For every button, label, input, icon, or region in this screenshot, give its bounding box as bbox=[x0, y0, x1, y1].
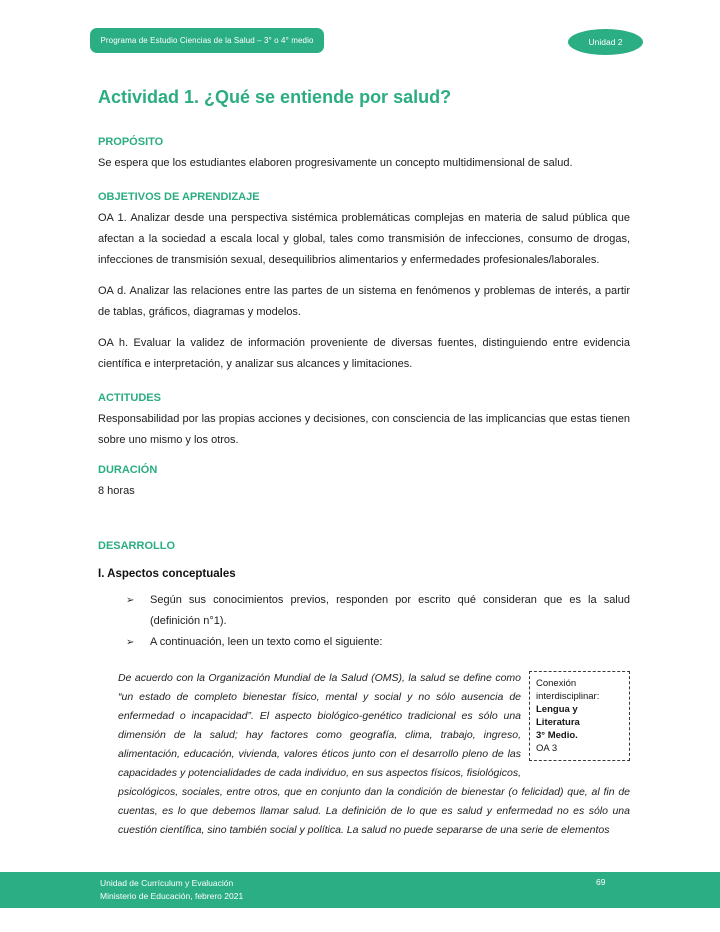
page-content bbox=[98, 0, 630, 840]
list-item bbox=[98, 632, 630, 653]
objetivo-oad: OA d. Analizar las relaciones entre las partes de un sistema en fenómenos y problemas de interés, a partir de tablas, gráficos, diagramas y modelos. bbox=[98, 285, 630, 318]
list-item bbox=[98, 590, 630, 632]
interdisciplinary-connection-box bbox=[529, 671, 630, 761]
footer-line-1: Unidad de Currículum y Evaluación bbox=[100, 878, 234, 888]
duracion-body: 8 horas bbox=[98, 485, 135, 497]
connection-label: Conexión interdisciplinar: bbox=[536, 678, 600, 702]
unit-badge: Unidad 2 bbox=[568, 29, 643, 55]
section-actitudes bbox=[98, 388, 630, 451]
footer-line-2: Ministerio de Educación, febrero 2021 bbox=[100, 891, 244, 901]
bullet-text: A continuación, leen un texto como el siguiente: bbox=[150, 636, 383, 648]
section-desarrollo bbox=[98, 536, 630, 840]
connection-level: 3° Medio. bbox=[536, 730, 578, 741]
objetivos-heading: OBJETIVOS DE APRENDIZAJE bbox=[98, 191, 260, 203]
activity-title: Actividad 1. ¿Qué se entiende por salud? bbox=[98, 87, 452, 107]
proposito-body: Se espera que los estudiantes elaboren progresivamente un concepto multidimensional de salud. bbox=[98, 157, 573, 169]
arrow-bullet-icon: ➢ bbox=[126, 637, 135, 648]
connection-oa: OA 3 bbox=[536, 743, 558, 754]
objetivo-oa1: OA 1. Analizar desde una perspectiva sistémica problemáticas complejas en materia de salud pública que afectan a la sociedad a escala local y global, tales como transmisión de infecciones, consumo de drogas, infecciones de transmisión sexual, desequilibrios alimentarios y enfermedades profesionales/laborales. bbox=[98, 212, 630, 266]
actitudes-body: Responsabilidad por las propias acciones y decisiones, con consciencia de las implicancias que estas tienen sobre uno mismo y los otros. bbox=[98, 413, 630, 446]
objetivo-oah: OA h. Evaluar la validez de información proveniente de diversas fuentes, distinguiendo entre evidencia científica e interpretación, y analizar sus alcances y limitaciones. bbox=[98, 337, 630, 370]
bullet-text: Según sus conocimientos previos, responden por escrito qué consideran que es la salud (definición n°1). bbox=[150, 594, 630, 627]
duracion-heading: DURACIÓN bbox=[98, 464, 158, 476]
aspectos-conceptuales-subheading: I. Aspectos conceptuales bbox=[98, 568, 236, 580]
program-badge: Programa de Estudio Ciencias de la Salud – 3° o 4° medio bbox=[90, 28, 324, 53]
actitudes-heading: ACTITUDES bbox=[98, 392, 161, 404]
footer-bar bbox=[0, 872, 720, 908]
footer-credits bbox=[100, 877, 243, 903]
bullet-list bbox=[98, 590, 630, 653]
quote-block bbox=[118, 669, 630, 840]
page-number: 69 bbox=[596, 877, 606, 887]
section-duracion bbox=[98, 460, 630, 502]
connection-subject: Lengua y Literatura bbox=[536, 704, 580, 728]
section-proposito bbox=[98, 132, 630, 174]
proposito-heading: PROPÓSITO bbox=[98, 136, 164, 148]
section-objetivos bbox=[98, 187, 630, 375]
desarrollo-heading: DESARROLLO bbox=[98, 540, 175, 552]
arrow-bullet-icon: ➢ bbox=[126, 595, 135, 606]
oms-quote-text: De acuerdo con la Organización Mundial de la Salud (OMS), la salud se define como “un estado de completo bienestar físico, mental y social y no sólo ausencia de enfermedad o incapacidad”. El aspecto biológico-genético tradicional es sólo una dimensión de la salud; hay factores como geografía, clima, trabajo, ingreso, alimentación, educación, vivienda, valores éticos junto con el desarrollo pleno de las capacidades y potencialidades de cada individuo, en sus aspectos físicos, fisiológicos, psicológicos, sociales, entre otros, que en conjunto dan la condición de bienestar (o felicidad) que, al fin de cuentas, es lo que debemos llamar salud. La definición de lo que es salud y enfermedad no es sólo una cuestión científica, sino también social y política. La salud no puede separarse de una serie de elementos bbox=[118, 672, 630, 836]
